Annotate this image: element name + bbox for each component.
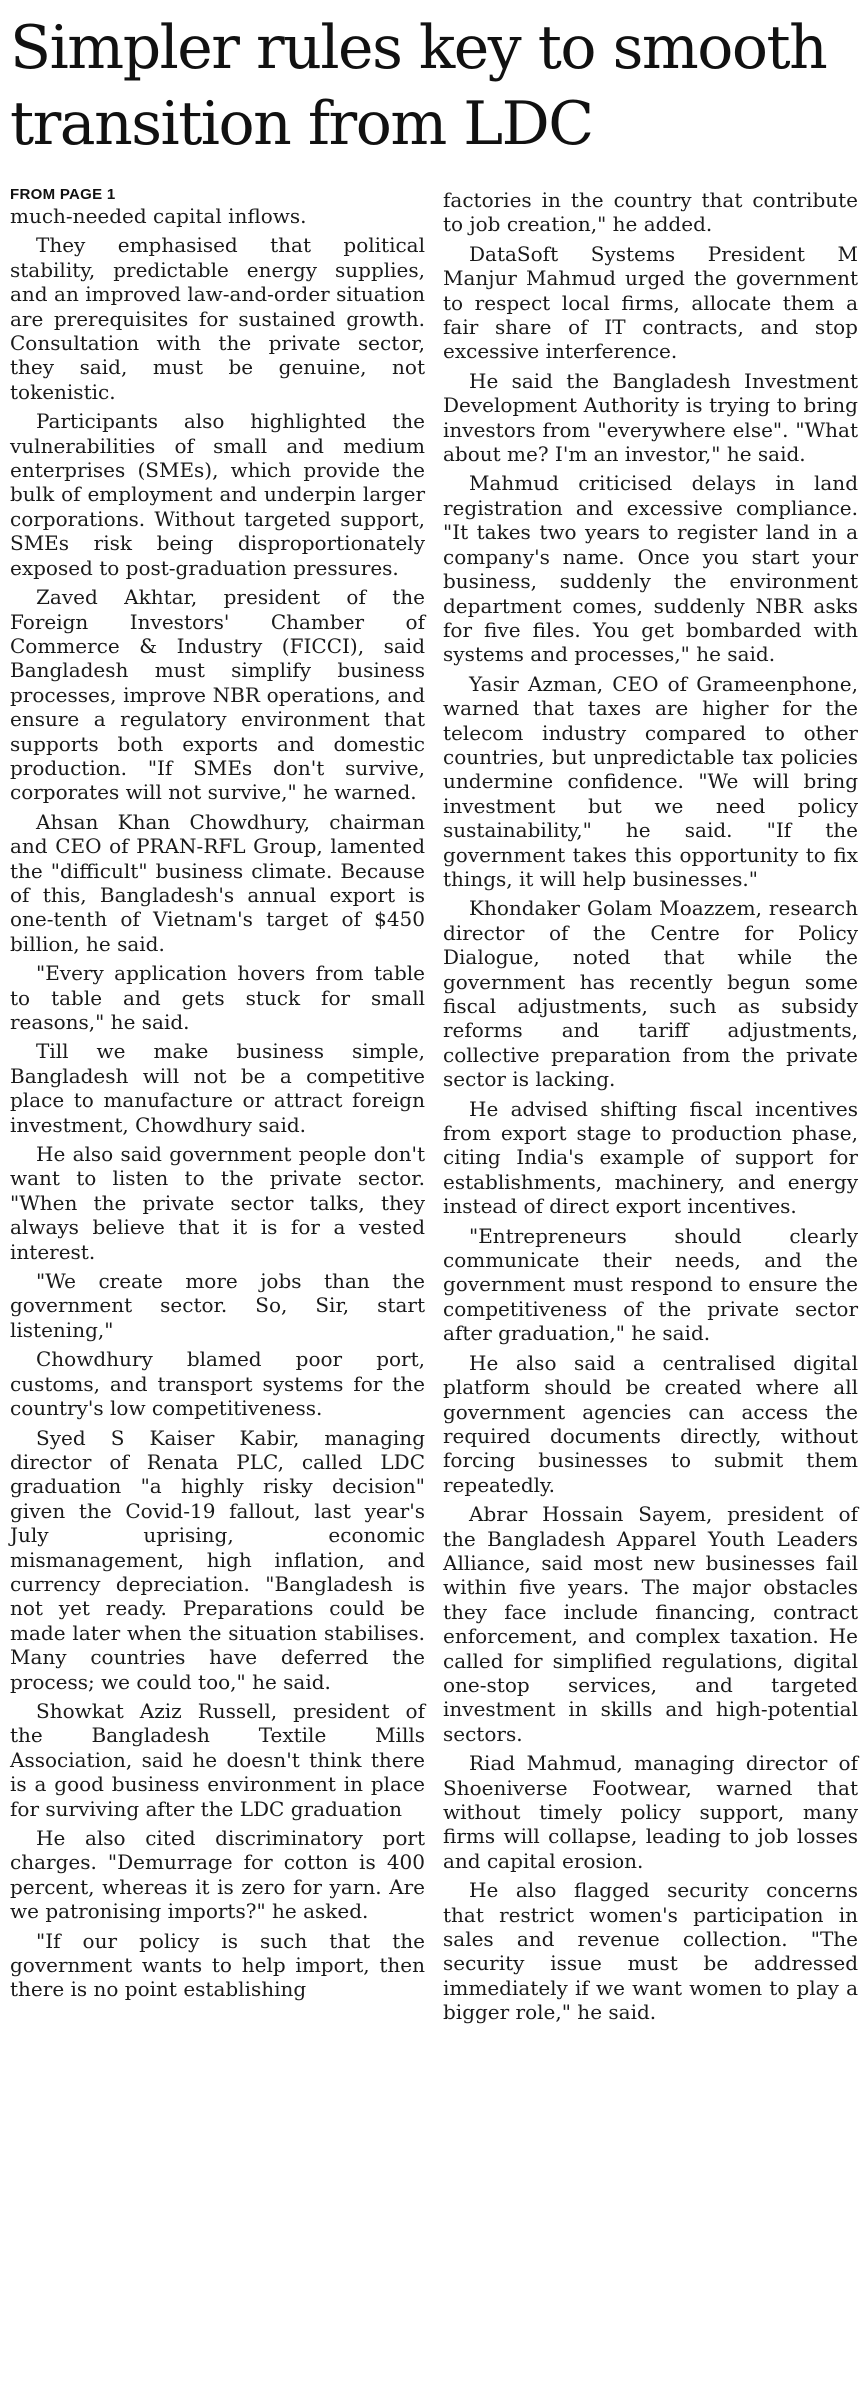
paragraph: Ahsan Khan Chowdhury, chairman and CEO of PRAN-RFL Group, lamented the "difficult" business climate. Because of this, Bangladesh's annual export is one-tenth of Vietnam's target of $450 billion, he said. bbox=[10, 809, 425, 956]
paragraph: He said the Bangladesh Investment Development Authority is trying to bring investors from "everywhere else". "What about me? I'm an investor," he said. bbox=[443, 368, 858, 467]
paragraph: "Entrepreneurs should clearly communicate their needs, and the government must respond to ensure the competitiveness of the private sector after graduation," he said. bbox=[443, 1223, 858, 1346]
right-column bbox=[443, 188, 858, 2025]
kicker: FROM PAGE 1 bbox=[10, 186, 116, 203]
paragraph: Showkat Aziz Russell, president of the Bangladesh Textile Mills Association, said he doesn't think there is a good business environment in place for surviving after the LDC graduation bbox=[10, 1698, 425, 1821]
paragraph: Chowdhury blamed poor port, customs, and transport systems for the country's low competitiveness. bbox=[10, 1347, 425, 1421]
paragraph: "We create more jobs than the government sector. So, Sir, start listening," bbox=[10, 1269, 425, 1342]
paragraph: Yasir Azman, CEO of Grameenphone, warned that taxes are higher for the telecom industry compared to other countries, but unpredictable tax policies undermine confidence. "We will bring investment but we need policy sustainability," he said. "If the government takes this opportunity to fix things, it will help businesses." bbox=[443, 671, 858, 891]
headline: Simpler rules key to smooth transition from LDC bbox=[10, 13, 827, 159]
paragraph: DataSoft Systems President M Manjur Mahmud urged the government to respect local firms, allocate them a fair share of IT contracts, and stop excessive interference. bbox=[443, 241, 858, 364]
left-column bbox=[10, 186, 425, 2002]
paragraph: "Every application hovers from table to table and gets stuck for small reasons," he said. bbox=[10, 961, 425, 1034]
paragraph: Khondaker Golam Moazzem, research director of the Centre for Policy Dialogue, noted that while the government has recently begun some fiscal adjustments, such as subsidy reforms and tariff adjustments, collective preparation from the private sector is lacking. bbox=[443, 896, 858, 1092]
paragraph: He advised shifting fiscal incentives from export stage to production phase, citing India's example of support for establishments, machinery, and energy instead of direct export incentives. bbox=[443, 1096, 858, 1219]
paragraph: "If our policy is such that the government wants to help import, then there is no point establishing bbox=[10, 1928, 425, 2002]
paragraph: Mahmud criticised delays in land registration and excessive compliance. "It takes two years to register land in a company's name. Once you start your business, suddenly the environment department comes, suddenly NBR asks for five files. You get bombarded with systems and processes," he said. bbox=[443, 471, 858, 667]
paragraph: Till we make business simple, Bangladesh will not be a competitive place to manufacture or attract foreign investment, Chowdhury said. bbox=[10, 1039, 425, 1137]
paragraph: Riad Mahmud, managing director of Shoeniverse Footwear, warned that without timely policy support, many firms will collapse, leading to job losses and capital erosion. bbox=[443, 1751, 858, 1873]
paragraph: Abrar Hossain Sayem, president of the Bangladesh Apparel Youth Leaders Alliance, said most new businesses fail within five years. The major obstacles they face include financing, contract enforcement, and complex taxation. He called for simplified regulations, digital one-stop services, and targeted investment in skills and high-potential sectors. bbox=[443, 1502, 858, 1746]
paragraph: much-needed capital inflows. bbox=[10, 204, 307, 228]
paragraph: Zaved Akhtar, president of the Foreign Investors' Chamber of Commerce & Industry (FICCI), said Bangladesh must simplify business processes, improve NBR operations, and ensure a regulatory environment that supports both exports and domestic production. "If SMEs don't survive, corporates will not survive," he warned. bbox=[10, 585, 425, 805]
paragraph: He also flagged security concerns that restrict women's participation in sales and revenue collection. "The security issue must be addressed immediately if we want women to play a bigger role," he said. bbox=[443, 1878, 858, 2025]
paragraph: factories in the country that contribute to job creation," he added. bbox=[443, 188, 858, 237]
paragraph: He also said a centralised digital platform should be created where all government agencies can access the required documents directly, without forcing businesses to submit them repeatedly. bbox=[443, 1350, 858, 1497]
paragraph: He also said government people don't want to listen to the private sector. "When the private sector talks, they always believe that it is for a vested interest. bbox=[10, 1142, 425, 1264]
paragraph: He also cited discriminatory port charges. "Demurrage for cotton is 400 percent, whereas it is zero for yarn. Are we patronising imports?" he asked. bbox=[10, 1826, 425, 1924]
paragraph: Participants also highlighted the vulnerabilities of small and medium enterprises (SMEs), which provide the bulk of employment and underpin larger corporations. Without targeted support, SMEs risk being disproportionately exposed to post-graduation pressures. bbox=[10, 409, 425, 580]
paragraph: They emphasised that political stability, predictable energy supplies, and an improved law-and-order situation are prerequisites for sustained growth. Consultation with the private sector, they said, must be genuine, not tokenistic. bbox=[10, 233, 425, 404]
paragraph: Syed S Kaiser Kabir, managing director of Renata PLC, called LDC graduation "a highly risky decision" given the Covid-19 fallout, last year's July uprising, economic mismanagement, high inflation, and currency depreciation. "Bangladesh is not yet ready. Preparations could be made later when the situation stabilises. Many countries have deferred the process; we could too," he said. bbox=[10, 1425, 425, 1694]
